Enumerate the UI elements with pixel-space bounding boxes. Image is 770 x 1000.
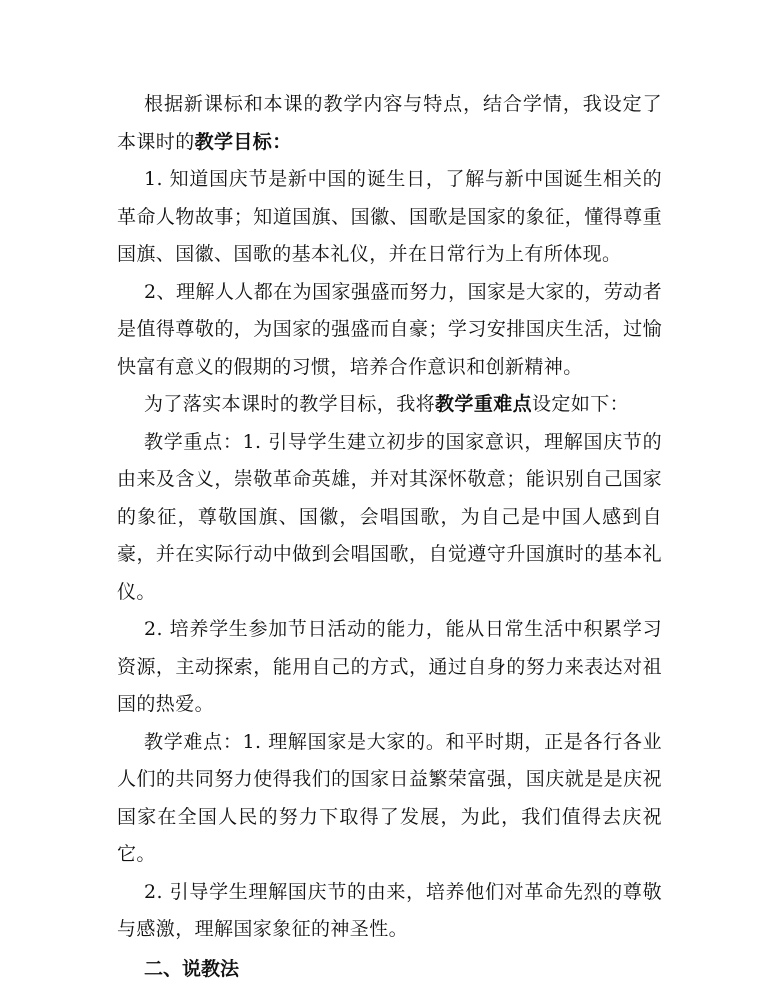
- intro-text: 根据新课标和本课的教学内容与特点，结合学情，我设定了本课时的: [117, 93, 662, 153]
- goal-item-2: 2、理解人人都在为国家强盛而努力，国家是大家的，劳动者是值得尊敬的，为国家的强盛而自豪；学习安排国庆生活，过愉快富有意义的假期的习惯，培养合作意识和创新精神。: [117, 280, 662, 378]
- difficult-point-2: 2. 引导学生理解国庆节的由来，培养他们对革命先烈的尊敬与感激，理解国家象征的神圣性。: [117, 880, 662, 940]
- teaching-goals-term: 教学目标: [194, 130, 273, 153]
- key-difficult-points-term: 教学重难点: [435, 393, 533, 415]
- paragraph-key-points-intro: [117, 386, 662, 424]
- difficult-point-1: 教学难点：1. 理解国家是大家的。和平时期，正是各行各业人们的共同努力使得我们的国家日益繁荣富强，国庆就是是庆祝国家在全国人民的努力下取得了发展，为此，我们值得去庆祝它。: [117, 730, 662, 865]
- document-body: [117, 86, 662, 988]
- intro-colon: ：: [272, 130, 292, 153]
- paragraph-intro: [117, 86, 662, 161]
- key-intro-text: 为了落实本课时的教学目标，我将: [144, 393, 436, 415]
- key-point-2: 2. 培养学生参加节日活动的能力，能从日常生活中积累学习资源，主动探索，能用自己的方式，通过自身的努力来表达对祖国的热爱。: [117, 618, 662, 715]
- goal-item-1: 1. 知道国庆节是新中国的诞生日，了解与新中国诞生相关的革命人物故事；知道国旗、国徽、国歌是国家的象征，懂得尊重国旗、国徽、国歌的基本礼仪，并在日常行为上有所体现。: [117, 168, 662, 265]
- key-point-1: 教学重点：1. 引导学生建立初步的国家意识，理解国庆节的由来及含义，崇敬革命英雄，并对其深怀敬意；能识别自己国家的象征，尊敬国旗、国徽，会唱国歌，为自己是中国人感到自豪，并在实际行动中做到会唱国歌，自觉遵守升国旗时的基本礼仪。: [117, 430, 662, 603]
- section-heading-teaching-method: 二、说教法: [144, 957, 240, 980]
- key-intro-end: 设定如下：: [532, 393, 630, 415]
